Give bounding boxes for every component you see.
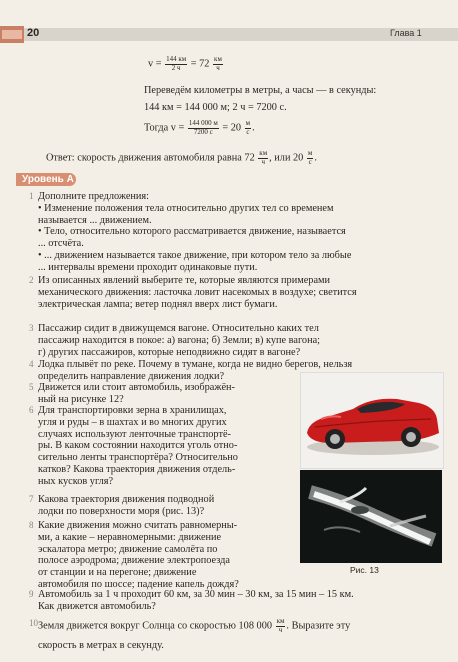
question-item bbox=[38, 323, 320, 358]
question-line: ры. В каком состоянии находится уголь отно- bbox=[38, 440, 238, 452]
denominator: 7200 с bbox=[193, 127, 213, 136]
question-line: скорость в метрах в секунду. bbox=[38, 640, 164, 651]
question-line: эскалатора метро; движение самолёта по bbox=[38, 543, 218, 555]
question-number: 7 bbox=[29, 494, 34, 504]
question-line: лодки по поверхности моря (рис. 13)? bbox=[38, 505, 205, 517]
denominator: 2 ч bbox=[171, 63, 181, 72]
unit-denominator: ч bbox=[278, 625, 283, 634]
question-item bbox=[38, 618, 350, 652]
formula-value: = 72 bbox=[190, 58, 210, 70]
question-line: полосе аэродрома; движение электропоезда bbox=[38, 555, 230, 567]
question-number: 10 bbox=[29, 618, 38, 628]
figure-12-car bbox=[300, 372, 444, 469]
numerator: 144 км bbox=[166, 55, 187, 63]
answer-line bbox=[46, 150, 317, 166]
numerator: 144 000 м bbox=[188, 119, 218, 127]
question-line: г) других пассажиров, которые неподвижно сидят в вагоне? bbox=[38, 346, 301, 358]
question-number: 4 bbox=[29, 359, 34, 369]
question-line: Автомобиль за 1 ч проходит 60 км, за 30 мин – 30 км, за 15 мин – 15 км. bbox=[38, 589, 354, 600]
question-number: 5 bbox=[29, 382, 34, 392]
question-line: механического движения: ласточка ловит насекомых в воздухе; светится bbox=[38, 286, 357, 298]
question-number: 3 bbox=[29, 323, 34, 333]
formula-result bbox=[144, 120, 255, 136]
level-label: Уровень А bbox=[22, 174, 74, 185]
unit-fraction bbox=[307, 150, 313, 166]
question-line: ... отсчёта. bbox=[38, 238, 84, 250]
question-item bbox=[38, 382, 235, 406]
question-line: случаях используют ленточные транспортё- bbox=[38, 428, 231, 440]
question-number: 8 bbox=[29, 520, 34, 530]
question-number: 1 bbox=[29, 191, 34, 201]
question-number: 6 bbox=[29, 405, 34, 415]
question-item bbox=[38, 191, 351, 274]
formula-prefix: Тогда v = bbox=[144, 122, 185, 134]
chapter-title: Глава 1 bbox=[390, 28, 422, 38]
question-line: ... интервалы времени проходит одинаковые пути. bbox=[38, 261, 258, 273]
unit-denominator: ч bbox=[261, 157, 265, 166]
page-number: 20 bbox=[27, 27, 40, 39]
unit-numerator: км bbox=[276, 617, 285, 625]
answer-mid: , или 20 bbox=[269, 152, 304, 164]
question-line: от станции и на перегоне; движение bbox=[38, 567, 197, 579]
question-line: угля и руды – в шахтах и во многих других bbox=[38, 416, 227, 428]
question-line: Земля движется вокруг Солнца со скоростью 108 000 $\frac{км}{ч}$ . Выразите эту bbox=[38, 617, 351, 634]
question-line: • ... движением называется такое движение, при котором тело за любые bbox=[38, 249, 352, 261]
question-item bbox=[38, 494, 214, 518]
period: . bbox=[252, 122, 255, 134]
unit-fraction bbox=[245, 120, 251, 136]
question-item bbox=[38, 589, 354, 613]
unit-fraction bbox=[276, 618, 286, 634]
car-illustration bbox=[301, 373, 443, 468]
question-line: Лодка плывёт по реке. Почему в тумане, когда не видно берегов, нельзя bbox=[38, 359, 353, 370]
question-line: сительно ленты транспортёра? Относительно bbox=[38, 452, 238, 464]
question-line: определить направление движения лодки? bbox=[38, 370, 225, 382]
formula-v: v = bbox=[148, 58, 162, 70]
question-line: • Тело, относительно которого рассматривается движение, называется bbox=[38, 226, 346, 238]
unit-numerator: м bbox=[307, 149, 313, 157]
unit-denominator: ч bbox=[216, 63, 220, 72]
header-marker bbox=[0, 26, 24, 43]
question-tail: . Выразите эту bbox=[286, 620, 351, 632]
unit-denominator: с bbox=[246, 127, 250, 136]
question-item bbox=[38, 405, 238, 488]
question-line: • Изменение положения тела относительно других тел со временем bbox=[38, 202, 334, 214]
formula-speed bbox=[148, 56, 224, 72]
period: . bbox=[314, 152, 317, 164]
question-line: ми, а какие – неравномерными: движение bbox=[38, 531, 222, 543]
unit-fraction bbox=[213, 56, 223, 72]
question-line: Из описанных явлений выберите те, которые являются примерами bbox=[38, 275, 331, 286]
question-line: электрическая лампа; ветер поднял вверх лист бумаги. bbox=[38, 298, 278, 310]
formula-value: = 20 bbox=[222, 122, 242, 134]
conversion-line: 144 км = 144 000 м; 2 ч = 7200 с. bbox=[144, 102, 287, 113]
unit-fraction bbox=[258, 150, 268, 166]
unit-numerator: км bbox=[259, 149, 268, 157]
question-line: ных кусков угля? bbox=[38, 475, 114, 487]
question-number: 9 bbox=[29, 589, 34, 599]
question-line: Дополните предложения: bbox=[38, 191, 150, 202]
question-line: называется ... движением. bbox=[38, 214, 152, 226]
question-line: Пассажир сидит в движущемся вагоне. Относительно каких тел bbox=[38, 323, 319, 334]
unit-numerator: м bbox=[245, 119, 251, 127]
question-line: катков? Какова траектория движения отдель- bbox=[38, 463, 236, 475]
submarine-illustration bbox=[300, 470, 442, 563]
question-line: ный на рисунке 12? bbox=[38, 393, 124, 405]
question-line: Движется или стоит автомобиль, изображён- bbox=[38, 382, 235, 393]
question-line: Какие движения можно считать равномерны- bbox=[38, 520, 238, 531]
figure-13-caption: Рис. 13 bbox=[350, 565, 379, 575]
question-line: Какова траектория движения подводной bbox=[38, 494, 215, 505]
question-item bbox=[38, 520, 239, 591]
conversion-text: Переведём километры в метры, а часы — в секунды: bbox=[144, 85, 377, 96]
unit-denominator: с bbox=[308, 157, 312, 166]
fraction bbox=[188, 120, 219, 136]
question-number: 2 bbox=[29, 275, 34, 285]
answer-text: Ответ: скорость движения автомобиля равна 72 bbox=[46, 152, 255, 164]
fraction bbox=[165, 56, 187, 72]
question-line: Для транспортировки зерна в хранилищах, bbox=[38, 405, 227, 416]
figure-13-submarine bbox=[300, 470, 442, 563]
question-line: пассажир находится в покое: а) вагона; б) Земли; в) купе вагона; bbox=[38, 334, 321, 346]
question-line: автомобиля по шоссе; падение капель дождя? bbox=[38, 578, 239, 590]
question-line: Как движется автомобиль? bbox=[38, 600, 156, 612]
question-item bbox=[38, 275, 357, 310]
unit-numerator: км bbox=[214, 55, 222, 63]
